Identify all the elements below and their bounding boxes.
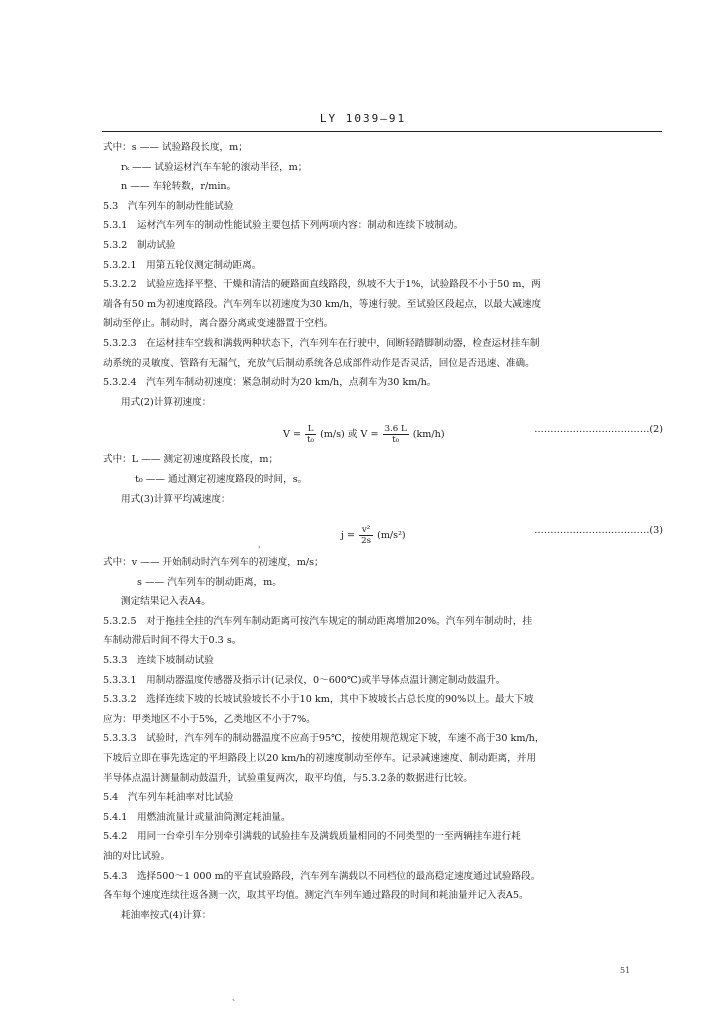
formula-3-lhs: j = bbox=[341, 530, 356, 542]
section-heading: 5.3.2 制动试验 bbox=[103, 239, 176, 251]
text-line: t₀ —— 通过测定初速度路段的时间，s。 bbox=[135, 473, 308, 485]
formula-3 bbox=[103, 509, 663, 553]
section-heading: 5.3.3 连续下坡制动试验 bbox=[103, 655, 214, 667]
text-line: 5.4.3 选择500～1 000 m的平直试验路段，汽车列车满载以不同档位的最高稳定速度通过试验路段。 bbox=[103, 870, 541, 882]
text-line: 测定结果记入表A4。 bbox=[121, 596, 211, 608]
text-line: 端各有50 m为初速度路段。汽车列车以初速度为30 km/h，等速行驶。至试验区段起点，以最大减速度 bbox=[103, 298, 542, 310]
formula-2-f1-numerator: L bbox=[305, 424, 316, 435]
text-line: 5.3.2.3 在运材挂车空载和满载两种状态下，汽车列车在行驶中，间断轻踏脚制动器，检查运材挂车制 bbox=[103, 337, 540, 349]
text-line: 5.3.3.1 用制动器温度传感器及指示计(记录仪，0～600℃)或半导体点温计测定制动鼓温升。 bbox=[103, 674, 506, 686]
formula-3-unit: (m/s²) bbox=[377, 530, 406, 542]
text-line: 式中：v —— 开始制动时汽车列车的初速度，m/s； bbox=[103, 557, 324, 569]
formula-2-expression bbox=[283, 424, 445, 445]
text-line: 动系统的灵敏度、管路有无漏气，充放气后制动系统各总成部件动作是否灵活，回位是否迅速、准确。 bbox=[103, 357, 535, 369]
text-line: 半导体点温计测量制动鼓温升，试验重复两次，取平均值，与5.3.2条的数据进行比较。 bbox=[103, 772, 473, 784]
text-line: 油的对比试验。 bbox=[103, 851, 171, 862]
formula-2-f1-denominator: t₀ bbox=[307, 435, 314, 446]
text-line: 各车每个速度连续往返各测一次，取其平均值。测定汽车列车通过路段的时间和耗油量并记入表A5。 bbox=[103, 890, 529, 902]
text-line: 式中：s —— 试验路段长度，m； bbox=[103, 142, 248, 153]
text-line: rₖ —— 试验运材汽车车轮的滚动半径，m； bbox=[121, 161, 308, 173]
document-body bbox=[103, 138, 663, 925]
text-line: 制动至停止。制动时，离合器分离或变速器置于空档。 bbox=[103, 318, 334, 330]
text-line: 下坡后立即在事先选定的平坦路段上以20 km/h的初速度制动至停车。记录减速速度、制动距离，并用 bbox=[103, 753, 536, 765]
text-line: 5.4.2 用同一台牵引车分别牵引满载的试验挂车及满载质量相同的不同类型的一至两辆挂车进行耗 bbox=[103, 831, 521, 843]
formula-2-fraction-1 bbox=[305, 424, 316, 445]
scan-mark: 、 bbox=[232, 993, 240, 1002]
text-line: 5.3.2.2 试验应选择平整、干燥和清洁的硬路面直线路段，纵坡不大于1%，试验路段不小于50 m，两 bbox=[103, 279, 541, 291]
text-line: 耗油率按式(4)计算： bbox=[121, 909, 212, 921]
formula-2-unit: (km/h) bbox=[412, 429, 445, 441]
text-line: 5.4.1 用燃油流量计或量油筒测定耗油量。 bbox=[103, 811, 291, 823]
text-line: 5.3.3.2 选择连续下坡的长坡试验坡长不小于10 km，其中下坡坡长占总长度的90%以上。最大下坡 bbox=[103, 694, 534, 706]
formula-2 bbox=[103, 412, 663, 450]
text-line: 式中：L —— 测定初速度路段长度，m； bbox=[103, 454, 279, 466]
text-line: n —— 车轮转数，r/min。 bbox=[121, 181, 237, 193]
formula-3-numerator: v² bbox=[359, 525, 373, 536]
formula-2-mid: (m/s) 或 V = bbox=[320, 429, 379, 441]
header-rule bbox=[102, 131, 662, 132]
text-line: 5.3.1 运材汽车列车的制动性能试验主要包括下列两项内容：制动和连续下坡制动。 bbox=[103, 220, 464, 232]
standard-code-header: LY 1039—91 bbox=[319, 112, 407, 125]
text-line: 用式(2)计算初速度： bbox=[121, 396, 212, 408]
text-line: 用式(3)计算平均减速度： bbox=[121, 493, 231, 505]
scan-mark: ， bbox=[258, 540, 266, 549]
text-line: 应为：甲类地区不小于5%，乙类地区不小于7%。 bbox=[103, 713, 316, 725]
formula-3-denominator: 2s bbox=[361, 536, 372, 547]
formula-2-f2-numerator: 3.6 L bbox=[384, 424, 407, 435]
formula-2-fraction-2 bbox=[383, 424, 409, 445]
text-line: 5.3.2.5 对于拖挂全挂的汽车列车制动距离可按汽车规定的制动距离增加20%。汽车列车制动时，挂 bbox=[103, 615, 533, 627]
section-heading: 5.4 汽车列车耗油率对比试验 bbox=[103, 792, 234, 804]
text-line: 5.3.3.3 试验时，汽车列车的制动器温度不应高于95℃，按使用规范规定下坡，车速不高于30 km/h， bbox=[103, 733, 545, 745]
page-number: 51 bbox=[620, 966, 631, 975]
text-line: 5.3.2.1 用第五轮仪测定制动距离。 bbox=[103, 259, 262, 271]
formula-2-lhs: V = bbox=[283, 429, 302, 441]
formula-2-f2-denominator: t₀ bbox=[392, 435, 400, 446]
text-line: 5.3.2.4 汽车列车制动初速度：紧急制动时为20 km/h，点刹车为30 km/h。 bbox=[103, 377, 437, 389]
formula-2-number: ………………………………(2) bbox=[534, 424, 663, 436]
formula-3-number: ………………………………(3) bbox=[534, 525, 663, 537]
formula-3-fraction bbox=[359, 525, 373, 546]
text-line: 车制动滞后时间不得大于0.3 s。 bbox=[103, 635, 242, 647]
formula-3-expression bbox=[341, 525, 406, 546]
section-heading: 5.3 汽车列车的制动性能试验 bbox=[103, 200, 234, 212]
text-line: s —— 汽车列车的制动距离，m。 bbox=[137, 576, 282, 588]
